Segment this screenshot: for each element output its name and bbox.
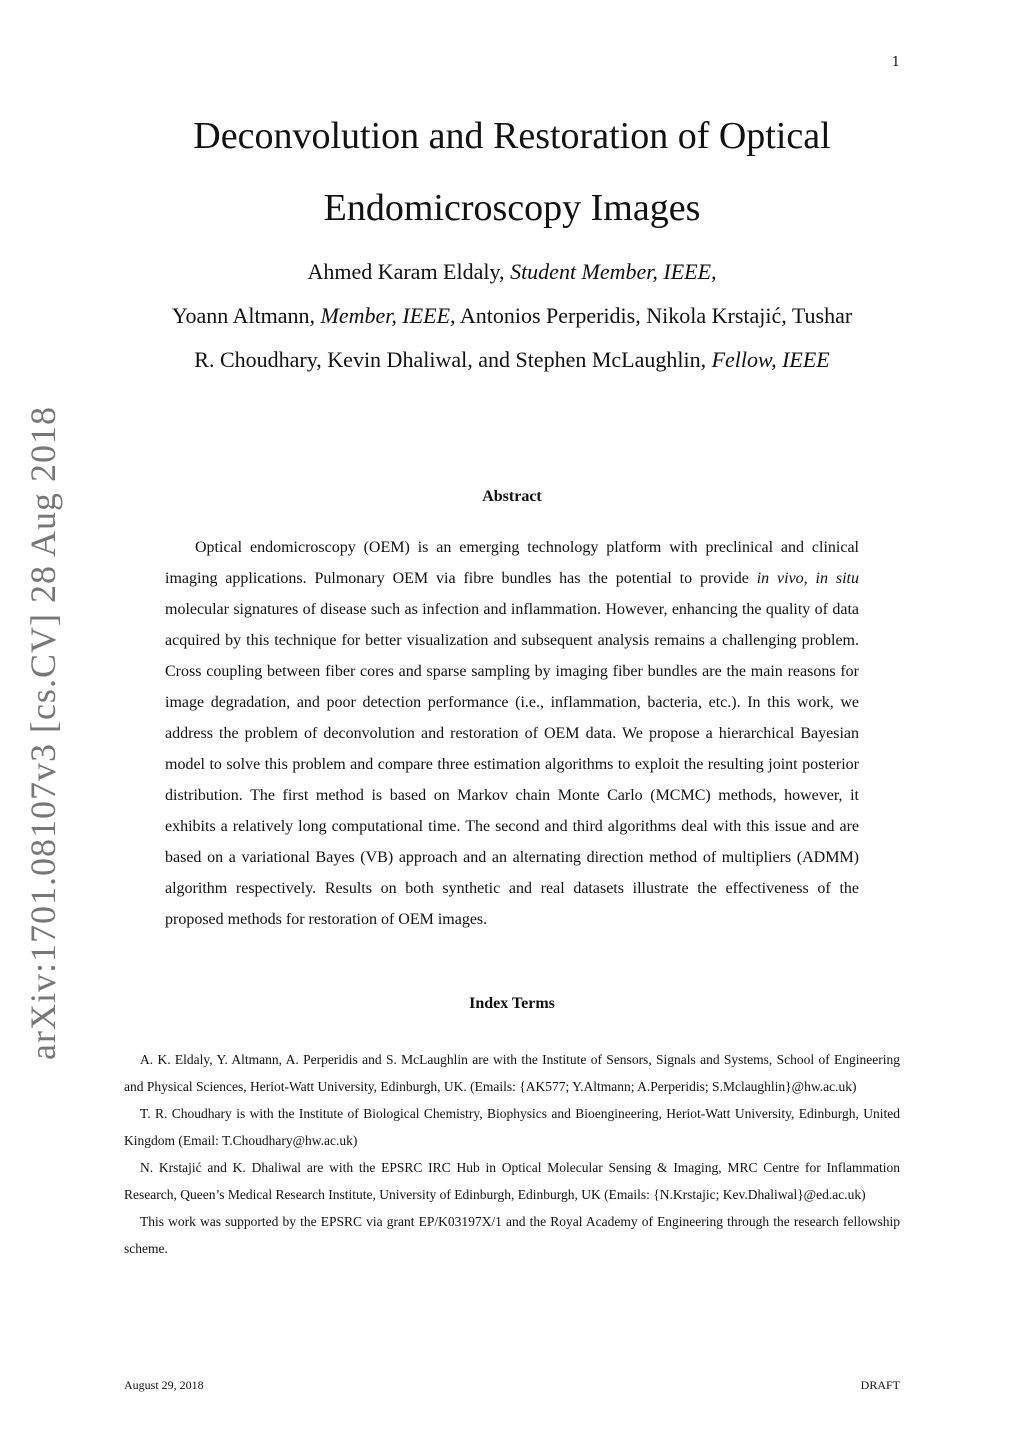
author-line-1 (120, 250, 904, 294)
author-role: Member, IEEE, (320, 303, 456, 328)
abstract-text (165, 532, 859, 935)
abstract-part-2: molecular signatures of disease such as infection and inflammation. However, enhancing the quality of data acquired by this technique for better visualization and subsequent analysis remains a challenging problem. Cross coupling between fiber cores and sparse sampling by imaging fiber bundles are the main reasons for image degradation, and poor detection performance (i.e., inflammation, bacteria, etc.). In this work, we address the problem of deconvolution and restoration of OEM data. We propose a hierarchical Bayesian model to solve this problem and compare three estimation algorithms to exploit the resulting joint posterior distribution. The first method is based on Markov chain Monte Carlo (MCMC) methods, however, it exhibits a relatively long computational time. The second and third algorithms deal with this issue and are based on a variational Bayes (VB) approach and an alternating direction method of multipliers (ADMM) algorithm respectively. Results on both synthetic and real datasets illustrate the effectiveness of the proposed methods for restoration of OEM images. (165, 601, 859, 928)
abstract-italic: in vivo, in situ (756, 570, 859, 587)
footnote: N. Krstajić and K. Dhaliwal are with the EPSRC IRC Hub in Optical Molecular Sensing & Imaging, MRC Centre for Inflammation Research, Queen’s Medical Research Institute, University of Edinburgh, Edinburgh, UK (Emails: {N.Krstajic; Kev.Dhaliwal}@ed.ac.uk) (124, 1160, 900, 1202)
title-line-1: Deconvolution and Restoration of Optical (193, 115, 831, 157)
author-line-3 (120, 338, 904, 382)
abstract-heading: Abstract (482, 488, 542, 505)
author-name: Ahmed Karam Eldaly, (307, 259, 511, 284)
footnote: A. K. Eldaly, Y. Altmann, A. Perperidis and S. McLaughlin are with the Institute of Sensors, Signals and Systems, School of Engineering and Physical Sciences, Heriot-Watt University, Edinburgh, UK. (Emails: {AK577; Y.Altmann; A.Perperidis; S.Mclaughlin}@hw.ac.uk) (124, 1052, 900, 1094)
author-names: Antonios Perperidis, Nikola Krstajić, Tushar (455, 303, 853, 328)
author-name: Yoann Altmann, (171, 303, 321, 328)
footnote: T. R. Choudhary is with the Institute of Biological Chemistry, Biophysics and Bioengineering, Heriot-Watt University, Edinburgh, United Kingdom (Email: T.Choudhary@hw.ac.uk) (124, 1106, 900, 1148)
author-names: R. Choudhary, Kevin Dhaliwal, and Stephen McLaughlin, (194, 347, 712, 372)
title-line-2: Endomicroscopy Images (323, 187, 701, 229)
author-list (120, 250, 904, 382)
abstract-part-1: Optical endomicroscopy (OEM) is an emerging technology platform with preclinical and clinical imaging applications. Pulmonary OEM via fibre bundles has the potential to provide (165, 539, 859, 587)
footnotes (124, 1046, 900, 1262)
footer-date: August 29, 2018 (124, 1378, 204, 1392)
paper-title (124, 100, 900, 244)
author-role: Fellow, IEEE (711, 347, 830, 372)
page-number: 1 (891, 55, 900, 70)
footer-status: DRAFT (860, 1378, 900, 1392)
author-role: Student Member, IEEE, (510, 259, 717, 284)
index-terms-heading: Index Terms (469, 995, 555, 1012)
author-line-2 (120, 294, 904, 338)
footnote: This work was supported by the EPSRC via grant EP/K03197X/1 and the Royal Academy of Engineering through the research fellowship scheme. (124, 1214, 900, 1256)
arxiv-identifier: arXiv:1701.08107v3 [cs.CV] 28 Aug 2018 (23, 406, 63, 1060)
